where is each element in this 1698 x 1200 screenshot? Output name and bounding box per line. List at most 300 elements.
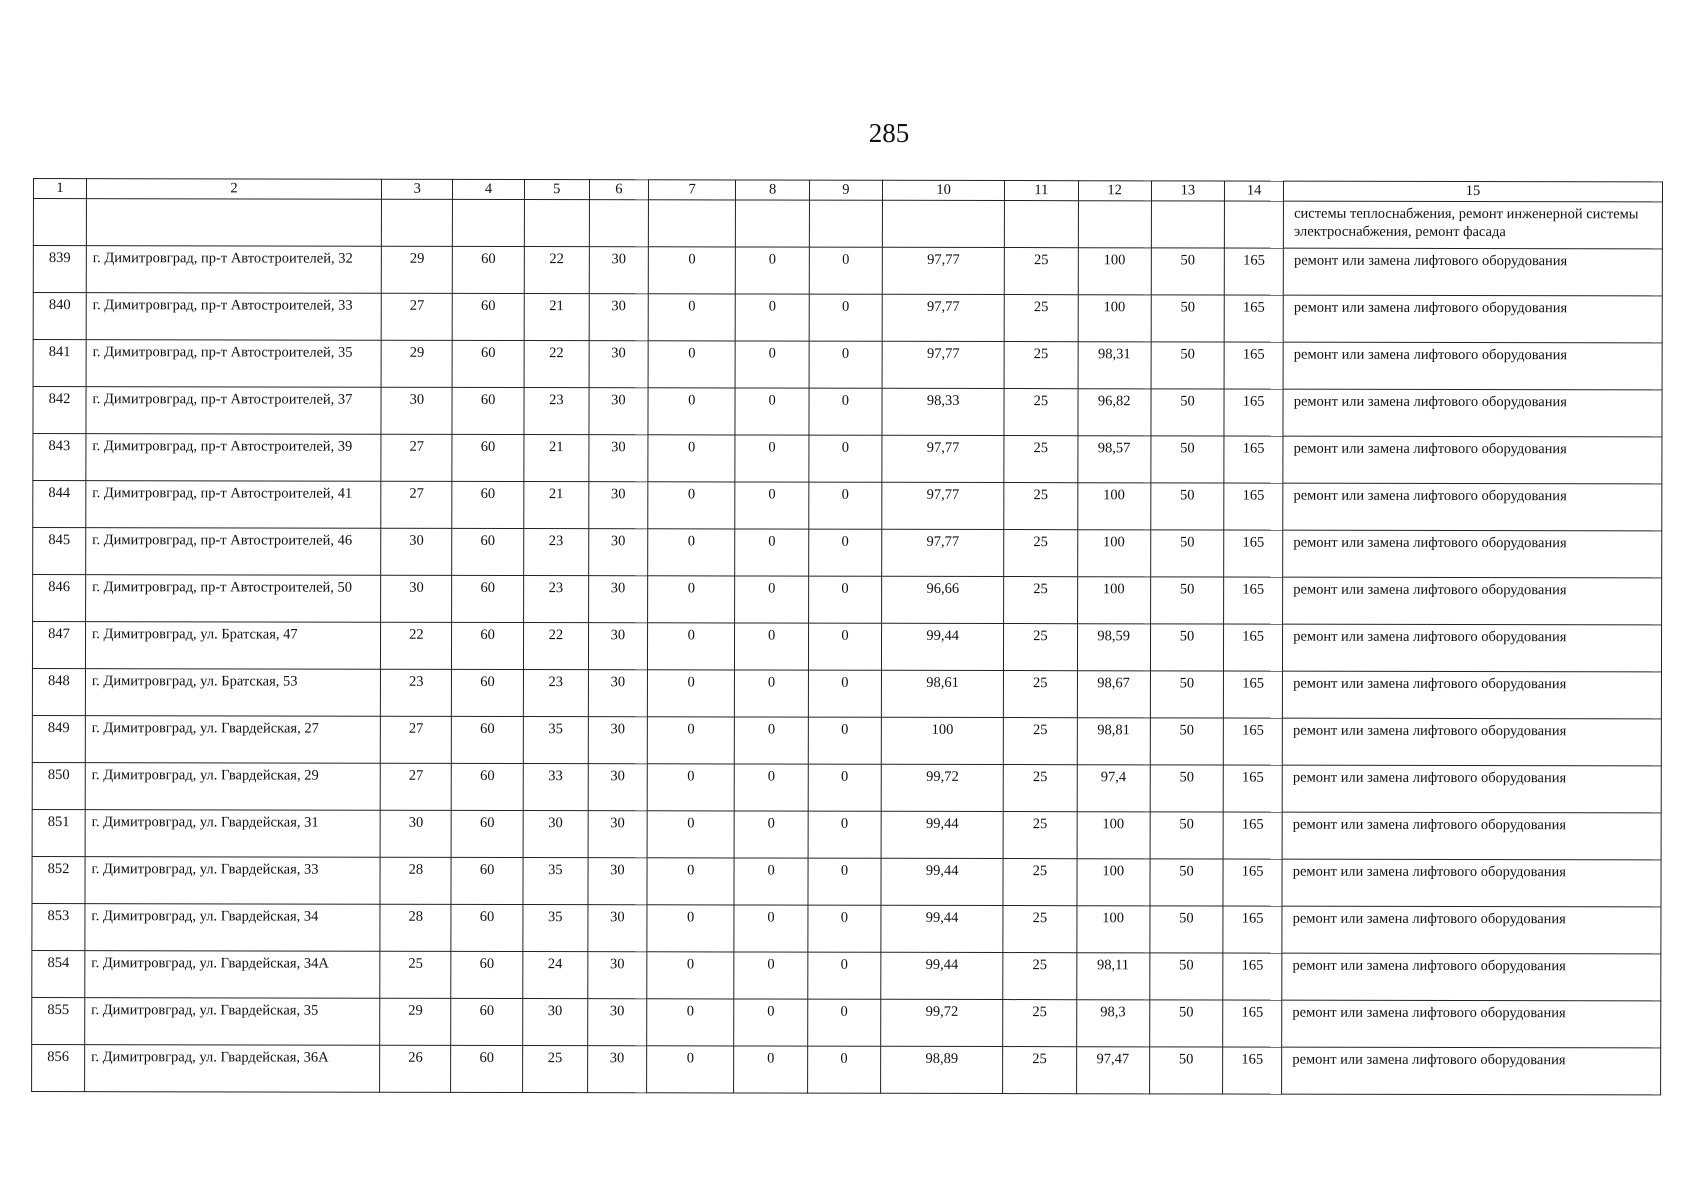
col-12-cell: 100 <box>1077 859 1150 906</box>
col-5-cell: 21 <box>523 482 588 529</box>
address-cell: г. Димитровград, пр-т Автостроителей, 32 <box>86 246 381 294</box>
col-6-cell: 30 <box>589 294 648 341</box>
table-row <box>32 997 1661 1047</box>
col-13-cell: 50 <box>1150 671 1223 718</box>
work-type-cell: ремонт или замена лифтового оборудования <box>1282 906 1661 954</box>
col-13-cell: 50 <box>1151 342 1224 389</box>
col-9-cell: 0 <box>808 858 881 905</box>
col-6-cell: 30 <box>588 858 647 905</box>
address-cell: г. Димитровград, пр-т Автостроителей, 37 <box>86 387 381 435</box>
col-7-cell: 0 <box>648 247 736 294</box>
empty-cell <box>382 199 453 246</box>
col-3-cell: 29 <box>381 340 452 387</box>
col-4-cell: 60 <box>451 951 522 998</box>
col-14-cell: 165 <box>1224 624 1283 671</box>
col-9-cell: 0 <box>808 811 881 858</box>
col-8-cell: 0 <box>734 858 807 905</box>
address-cell: г. Димитровград, пр-т Автостроителей, 35 <box>86 340 381 388</box>
address-cell: г. Димитровград, ул. Братская, 53 <box>85 669 380 717</box>
col-3-cell: 30 <box>380 810 451 857</box>
empty-cell <box>453 199 524 246</box>
col-7-cell: 0 <box>647 623 735 670</box>
col-6-cell: 30 <box>588 952 647 999</box>
col-8-cell: 0 <box>735 811 808 858</box>
col-4-cell: 60 <box>451 1045 522 1092</box>
col-11-cell: 25 <box>1003 765 1076 812</box>
col-8-cell: 0 <box>735 435 808 482</box>
col-9-cell: 0 <box>809 294 882 341</box>
capital-repair-table <box>31 178 1663 1095</box>
col-12-cell: 100 <box>1077 812 1150 859</box>
column-number-cell: 2 <box>86 179 381 200</box>
col-9-cell: 0 <box>808 905 881 952</box>
col-4-cell: 60 <box>452 810 523 857</box>
col-13-cell: 50 <box>1151 295 1224 342</box>
table-row <box>32 809 1661 859</box>
col-10-cell: 97,77 <box>882 529 1004 576</box>
row-number-cell: 846 <box>33 575 86 622</box>
col-10-cell: 98,61 <box>881 670 1003 717</box>
table-row <box>32 622 1661 672</box>
continuation-row <box>33 199 1662 249</box>
col-5-cell: 23 <box>524 388 589 435</box>
col-14-cell: 165 <box>1223 1000 1282 1047</box>
col-11-cell: 25 <box>1004 624 1077 671</box>
col-3-cell: 27 <box>381 481 452 528</box>
col-3-cell: 27 <box>381 434 452 481</box>
col-12-cell: 100 <box>1076 906 1149 953</box>
col-9-cell: 0 <box>808 529 881 576</box>
col-4-cell: 60 <box>453 293 524 340</box>
table-row <box>32 856 1661 906</box>
col-14-cell: 165 <box>1224 389 1283 436</box>
col-11-cell: 25 <box>1004 718 1077 765</box>
row-number-cell: 848 <box>32 669 85 716</box>
row-number-cell: 845 <box>33 528 86 575</box>
col-4-cell: 60 <box>453 246 524 293</box>
col-6-cell: 30 <box>588 576 647 623</box>
row-number-cell: 852 <box>32 856 85 903</box>
empty-cell <box>33 199 86 246</box>
col-10-cell: 99,44 <box>881 858 1003 905</box>
table-row <box>32 903 1661 953</box>
col-11-cell: 25 <box>1004 530 1077 577</box>
col-10-cell: 97,77 <box>882 247 1004 294</box>
work-type-cell: ремонт или замена лифтового оборудования <box>1283 295 1662 343</box>
col-6-cell: 30 <box>589 341 648 388</box>
col-14-cell: 165 <box>1224 436 1283 483</box>
col-7-cell: 0 <box>647 764 735 811</box>
col-14-cell: 165 <box>1224 342 1283 389</box>
work-type-cell: ремонт или замена лифтового оборудования <box>1282 718 1661 766</box>
col-13-cell: 50 <box>1151 436 1224 483</box>
table-row <box>32 950 1661 1000</box>
empty-cell <box>1224 201 1283 248</box>
address-cell: г. Димитровград, ул. Гвардейская, 34 <box>85 904 380 952</box>
col-8-cell: 0 <box>734 999 807 1046</box>
col-13-cell: 50 <box>1150 718 1223 765</box>
col-14-cell: 165 <box>1223 953 1282 1000</box>
col-3-cell: 30 <box>381 575 452 622</box>
col-4-cell: 60 <box>452 622 523 669</box>
col-6-cell: 30 <box>588 670 647 717</box>
col-5-cell: 23 <box>523 670 588 717</box>
col-14-cell: 165 <box>1223 859 1282 906</box>
col-7-cell: 0 <box>647 1046 735 1093</box>
column-number-cell: 10 <box>883 180 1005 200</box>
col-3-cell: 22 <box>381 622 452 669</box>
col-11-cell: 25 <box>1003 1000 1076 1047</box>
col-5-cell: 30 <box>522 999 587 1046</box>
col-4-cell: 60 <box>452 575 523 622</box>
col-9-cell: 0 <box>809 482 882 529</box>
table-row <box>33 528 1662 578</box>
col-10-cell: 99,44 <box>881 952 1003 999</box>
address-cell: г. Димитровград, пр-т Автостроителей, 41 <box>86 481 381 529</box>
col-6-cell: 30 <box>587 1046 646 1093</box>
col-13-cell: 50 <box>1150 624 1223 671</box>
column-number-cell: 13 <box>1151 181 1224 201</box>
col-9-cell: 0 <box>808 952 881 999</box>
col-6-cell: 30 <box>588 623 647 670</box>
col-14-cell: 165 <box>1224 295 1283 342</box>
col-11-cell: 25 <box>1004 577 1077 624</box>
col-8-cell: 0 <box>735 670 808 717</box>
col-10-cell: 97,77 <box>882 294 1004 341</box>
col-8-cell: 0 <box>736 294 809 341</box>
col-10-cell: 97,77 <box>882 482 1004 529</box>
col-4-cell: 60 <box>453 340 524 387</box>
address-cell: г. Димитровград, ул. Гвардейская, 36А <box>85 1045 380 1093</box>
col-11-cell: 25 <box>1004 389 1077 436</box>
empty-cell <box>86 199 381 247</box>
col-9-cell: 0 <box>809 247 882 294</box>
col-3-cell: 30 <box>381 528 452 575</box>
table-row <box>32 715 1661 765</box>
col-6-cell: 30 <box>588 905 647 952</box>
col-13-cell: 50 <box>1150 812 1223 859</box>
table-row <box>32 669 1661 719</box>
row-number-cell: 842 <box>33 387 86 434</box>
col-9-cell: 0 <box>808 764 881 811</box>
table-body <box>32 179 1663 1095</box>
col-7-cell: 0 <box>648 435 736 482</box>
col-8-cell: 0 <box>735 623 808 670</box>
col-5-cell: 35 <box>523 717 588 764</box>
col-9-cell: 0 <box>809 388 882 435</box>
col-5-cell: 30 <box>523 811 588 858</box>
col-14-cell: 165 <box>1223 671 1282 718</box>
continuation-text: системы теплоснабжения, ремонт инженерной системы электроснабжения, ремонт фасада <box>1284 201 1663 249</box>
table-row <box>33 293 1662 343</box>
column-number-cell: 4 <box>453 179 524 199</box>
col-7-cell: 0 <box>648 341 736 388</box>
row-number-cell: 844 <box>33 481 86 528</box>
col-5-cell: 25 <box>522 1046 587 1093</box>
work-type-cell: ремонт или замена лифтового оборудования <box>1283 248 1662 296</box>
col-14-cell: 165 <box>1223 718 1282 765</box>
col-9-cell: 0 <box>807 999 880 1046</box>
col-5-cell: 22 <box>523 623 588 670</box>
col-14-cell: 165 <box>1224 577 1283 624</box>
col-12-cell: 97,4 <box>1077 765 1150 812</box>
work-type-cell: ремонт или замена лифтового оборудования <box>1283 530 1662 578</box>
work-type-cell: ремонт или замена лифтового оборудования <box>1283 624 1662 672</box>
col-6-cell: 30 <box>589 247 648 294</box>
col-11-cell: 25 <box>1003 1047 1076 1094</box>
col-3-cell: 23 <box>381 669 452 716</box>
col-10-cell: 97,77 <box>882 435 1004 482</box>
empty-cell <box>1151 201 1224 248</box>
col-3-cell: 29 <box>380 998 451 1045</box>
col-5-cell: 35 <box>523 905 588 952</box>
col-12-cell: 98,59 <box>1077 624 1150 671</box>
col-13-cell: 50 <box>1150 765 1223 812</box>
empty-cell <box>882 200 1004 247</box>
col-10-cell: 99,72 <box>881 999 1003 1046</box>
col-7-cell: 0 <box>647 811 735 858</box>
col-11-cell: 25 <box>1004 436 1077 483</box>
col-4-cell: 60 <box>451 857 522 904</box>
column-number-cell: 11 <box>1005 181 1078 201</box>
row-number-cell: 855 <box>32 997 85 1044</box>
row-number-cell: 851 <box>32 809 85 856</box>
col-11-cell: 25 <box>1004 671 1077 718</box>
empty-cell <box>809 200 882 247</box>
col-4-cell: 60 <box>451 998 522 1045</box>
col-12-cell: 100 <box>1078 295 1151 342</box>
row-number-cell: 853 <box>32 903 85 950</box>
row-number-cell: 839 <box>33 246 86 293</box>
col-10-cell: 100 <box>881 717 1003 764</box>
col-6-cell: 30 <box>588 717 647 764</box>
column-number-cell: 1 <box>33 179 86 199</box>
col-6-cell: 30 <box>589 435 648 482</box>
col-12-cell: 100 <box>1077 483 1150 530</box>
row-number-cell: 843 <box>33 434 86 481</box>
col-11-cell: 25 <box>1003 859 1076 906</box>
col-14-cell: 165 <box>1224 248 1283 295</box>
col-12-cell: 100 <box>1077 577 1150 624</box>
address-cell: г. Димитровград, пр-т Автостроителей, 46 <box>86 528 381 576</box>
col-8-cell: 0 <box>736 247 809 294</box>
column-number-cell: 6 <box>589 180 648 200</box>
address-cell: г. Димитровград, ул. Гвардейская, 34А <box>85 951 380 999</box>
col-8-cell: 0 <box>734 952 807 999</box>
col-9-cell: 0 <box>807 1046 880 1093</box>
col-12-cell: 96,82 <box>1077 389 1150 436</box>
col-3-cell: 28 <box>380 857 451 904</box>
col-9-cell: 0 <box>808 670 881 717</box>
col-14-cell: 165 <box>1223 812 1282 859</box>
col-8-cell: 0 <box>735 764 808 811</box>
col-7-cell: 0 <box>648 529 736 576</box>
work-type-cell: ремонт или замена лифтового оборудования <box>1283 389 1662 437</box>
col-9-cell: 0 <box>808 576 881 623</box>
work-type-cell: ремонт или замена лифтового оборудования <box>1283 483 1662 531</box>
col-13-cell: 50 <box>1151 389 1224 436</box>
work-type-cell: ремонт или замена лифтового оборудования <box>1282 765 1661 813</box>
col-5-cell: 35 <box>523 858 588 905</box>
work-type-cell: ремонт или замена лифтового оборудования <box>1283 577 1662 625</box>
col-4-cell: 60 <box>452 434 523 481</box>
col-13-cell: 50 <box>1150 530 1223 577</box>
column-number-cell: 14 <box>1225 181 1284 201</box>
col-11-cell: 25 <box>1003 812 1076 859</box>
col-7-cell: 0 <box>648 482 736 529</box>
col-13-cell: 50 <box>1150 859 1223 906</box>
page-number: 285 <box>868 118 910 148</box>
row-number-cell: 850 <box>32 762 85 809</box>
col-11-cell: 25 <box>1004 342 1077 389</box>
col-12-cell: 98,31 <box>1078 342 1151 389</box>
col-3-cell: 26 <box>380 1045 451 1092</box>
col-13-cell: 50 <box>1150 577 1223 624</box>
col-9-cell: 0 <box>809 341 882 388</box>
col-6-cell: 30 <box>588 999 647 1046</box>
col-10-cell: 98,89 <box>881 1046 1003 1093</box>
col-5-cell: 22 <box>524 247 589 294</box>
column-number-cell: 15 <box>1284 181 1663 202</box>
col-6-cell: 30 <box>588 764 647 811</box>
column-number-cell: 3 <box>382 179 453 199</box>
col-3-cell: 27 <box>380 716 451 763</box>
address-cell: г. Димитровград, ул. Гвардейская, 29 <box>85 763 380 811</box>
col-5-cell: 23 <box>523 576 588 623</box>
col-13-cell: 50 <box>1151 483 1224 530</box>
col-5-cell: 33 <box>523 764 588 811</box>
address-cell: г. Димитровград, пр-т Автостроителей, 33 <box>86 293 381 341</box>
address-cell: г. Димитровград, ул. Гвардейская, 31 <box>85 810 380 858</box>
address-cell: г. Димитровград, пр-т Автостроителей, 39 <box>86 434 381 482</box>
address-cell: г. Димитровград, ул. Братская, 47 <box>85 622 380 670</box>
col-12-cell: 98,3 <box>1076 1000 1149 1047</box>
col-4-cell: 60 <box>452 669 523 716</box>
col-12-cell: 100 <box>1078 248 1151 295</box>
col-13-cell: 50 <box>1150 1000 1223 1047</box>
col-12-cell: 98,67 <box>1077 671 1150 718</box>
col-12-cell: 100 <box>1077 530 1150 577</box>
col-12-cell: 98,11 <box>1076 953 1149 1000</box>
empty-cell <box>648 200 736 247</box>
col-13-cell: 50 <box>1149 1047 1222 1094</box>
col-14-cell: 165 <box>1223 906 1282 953</box>
col-5-cell: 23 <box>523 529 588 576</box>
work-type-cell: ремонт или замена лифтового оборудования <box>1282 1047 1661 1095</box>
col-4-cell: 60 <box>452 481 523 528</box>
col-14-cell: 165 <box>1224 530 1283 577</box>
table-row <box>32 1044 1661 1094</box>
column-number-cell: 7 <box>648 180 736 200</box>
row-number-cell: 849 <box>32 715 85 762</box>
col-3-cell: 27 <box>380 763 451 810</box>
work-type-cell: ремонт или замена лифтового оборудования <box>1282 953 1661 1001</box>
col-8-cell: 0 <box>735 576 808 623</box>
empty-cell <box>589 200 648 247</box>
col-10-cell: 96,66 <box>882 576 1004 623</box>
col-3-cell: 29 <box>381 246 452 293</box>
col-3-cell: 28 <box>380 904 451 951</box>
col-7-cell: 0 <box>647 999 735 1046</box>
col-4-cell: 60 <box>452 387 523 434</box>
col-9-cell: 0 <box>808 717 881 764</box>
col-5-cell: 21 <box>524 294 589 341</box>
empty-cell <box>1005 201 1078 248</box>
col-7-cell: 0 <box>647 858 735 905</box>
col-11-cell: 25 <box>1004 483 1077 530</box>
work-type-cell: ремонт или замена лифтового оборудования <box>1282 859 1661 907</box>
col-14-cell: 165 <box>1224 483 1283 530</box>
col-7-cell: 0 <box>648 388 736 435</box>
col-14-cell: 165 <box>1223 765 1282 812</box>
work-type-cell: ремонт или замена лифтового оборудования <box>1283 436 1662 484</box>
col-12-cell: 98,57 <box>1077 436 1150 483</box>
row-number-cell: 841 <box>33 340 86 387</box>
column-number-cell: 9 <box>809 180 882 200</box>
col-6-cell: 30 <box>589 529 648 576</box>
col-8-cell: 0 <box>735 388 808 435</box>
col-11-cell: 25 <box>1004 248 1077 295</box>
col-13-cell: 50 <box>1151 248 1224 295</box>
col-3-cell: 25 <box>380 951 451 998</box>
row-number-cell: 847 <box>32 622 85 669</box>
empty-cell <box>524 200 589 247</box>
col-4-cell: 60 <box>452 763 523 810</box>
work-type-cell: ремонт или замена лифтового оборудования <box>1283 342 1662 390</box>
col-8-cell: 0 <box>735 482 808 529</box>
col-13-cell: 50 <box>1150 906 1223 953</box>
col-9-cell: 0 <box>809 435 882 482</box>
address-cell: г. Димитровград, ул. Гвардейская, 35 <box>85 998 380 1046</box>
empty-cell <box>1078 201 1151 248</box>
col-3-cell: 27 <box>381 293 452 340</box>
col-5-cell: 22 <box>524 341 589 388</box>
work-type-cell: ремонт или замена лифтового оборудования <box>1282 812 1661 860</box>
col-7-cell: 0 <box>647 717 735 764</box>
work-type-cell: ремонт или замена лифтового оборудования <box>1283 671 1662 719</box>
row-number-cell: 854 <box>32 950 85 997</box>
col-4-cell: 60 <box>452 528 523 575</box>
col-7-cell: 0 <box>647 952 735 999</box>
address-cell: г. Димитровград, ул. Гвардейская, 33 <box>85 857 380 905</box>
col-7-cell: 0 <box>647 905 735 952</box>
col-6-cell: 30 <box>589 388 648 435</box>
col-5-cell: 21 <box>524 435 589 482</box>
col-9-cell: 0 <box>808 623 881 670</box>
empty-cell <box>736 200 809 247</box>
row-number-cell: 840 <box>33 293 86 340</box>
table-row <box>33 575 1662 625</box>
column-number-cell: 5 <box>524 180 589 200</box>
col-8-cell: 0 <box>735 717 808 764</box>
col-4-cell: 60 <box>451 904 522 951</box>
col-10-cell: 99,44 <box>881 905 1003 952</box>
col-6-cell: 30 <box>588 811 647 858</box>
table-row <box>33 434 1662 484</box>
col-10-cell: 97,77 <box>882 341 1004 388</box>
table-row <box>33 340 1662 390</box>
col-10-cell: 99,72 <box>881 764 1003 811</box>
col-11-cell: 25 <box>1003 953 1076 1000</box>
col-3-cell: 30 <box>381 387 452 434</box>
work-type-cell: ремонт или замена лифтового оборудования <box>1282 1000 1661 1048</box>
col-8-cell: 0 <box>736 341 809 388</box>
table-row <box>32 762 1661 812</box>
row-number-cell: 856 <box>32 1044 85 1091</box>
col-8-cell: 0 <box>734 905 807 952</box>
address-cell: г. Димитровград, ул. Гвардейская, 27 <box>85 716 380 764</box>
col-7-cell: 0 <box>647 576 735 623</box>
